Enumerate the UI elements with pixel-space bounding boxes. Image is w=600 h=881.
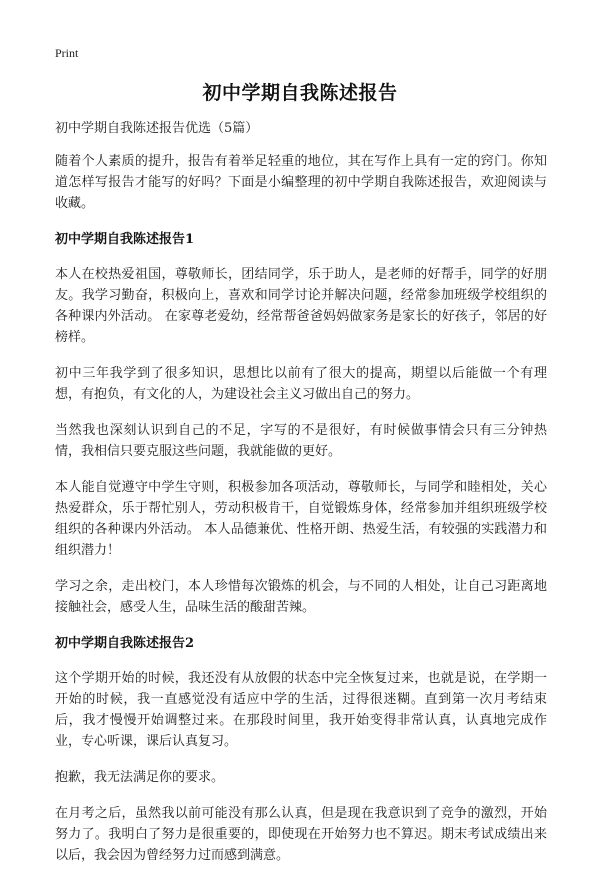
print-label: Print: [55, 46, 79, 60]
paragraph: 在月考之后，虽然我以前可能没有那么认真，但是现在我意识到了竞争的激烈，开始努力了。我明白了努力是很重要的，即使现在开始努力也不算迟。期末考试成绩出来以后，我会因为曾经努力过而感到满意。: [55, 806, 547, 863]
paragraph: 当然我也深刻认识到自己的不足，字写的不是很好，有时候做事情会只有三分钟热情，我相信只要克服这些问题，我就能做的更好。: [55, 423, 547, 459]
document-body: [55, 118, 547, 881]
document-title: 初中学期自我陈述报告: [202, 82, 398, 104]
paragraph: 这个学期开始的时候，我还没有从放假的状态中完全恢复过来，也就是说，在学期一开始的时候，我一直感觉没有适应中学的生活，过得很迷糊。直到第一次月考结束后，我才慢慢开始调整过来。在那段时间里，我开始变得非常认真，认真地完成作业，专心听课，课后认真复习。: [55, 671, 547, 749]
section-1: [55, 229, 547, 618]
paragraph: 抱歉，我无法满足你的要求。: [55, 770, 225, 785]
section-heading: 初中学期自我陈述报告1: [55, 232, 195, 247]
intro-paragraph: 随着个人素质的提升，报告有着举足轻重的地位，其在写作上具有一定的窍门。你知道怎样写报告才能写的好吗？下面是小编整理的初中学期自我陈述报告，欢迎阅读与收藏。: [55, 154, 547, 211]
document-subtitle: 初中学期自我陈述报告优选（5篇）: [55, 121, 259, 136]
paragraph: 本人在校热爱祖国，尊敬师长，团结同学，乐于助人，是老师的好帮手，同学的好朋友。我学习勤奋，积极向上，喜欢和同学讨论并解决问题，经常参加班级学校组织的各种课内外活动。 在家尊老爱幼，经常帮爸爸妈妈做家务是家长的好孩子，邻居的好榜样。: [55, 267, 547, 345]
paragraph: 初中三年我学到了很多知识，思想比以前有了很大的提高，期望以后能做一个有理想，有抱负，有文化的人，为建设社会主义习做出自己的努力。: [55, 366, 547, 402]
paragraph: 学习之余，走出校门，本人珍惜每次锻炼的机会，与不同的人相处，让自己习距离地接触社会，感受人生，品味生活的酸甜苦辣。: [55, 579, 547, 615]
section-2: [55, 633, 547, 866]
section-heading: 初中学期自我陈述报告2: [55, 636, 195, 651]
paragraph: 本人能自觉遵守中学生守则，积极参加各项活动，尊敬师长，与同学和睦相处，关心热爱群众，乐于帮忙别人，劳动积极肯干，自觉锻炼身体，经常参加并组织班级学校组织的各种课内外活动。 本人品德兼优、性格开朗、热爱生活，有较强的实践潜力和组织潜力！: [55, 480, 547, 558]
